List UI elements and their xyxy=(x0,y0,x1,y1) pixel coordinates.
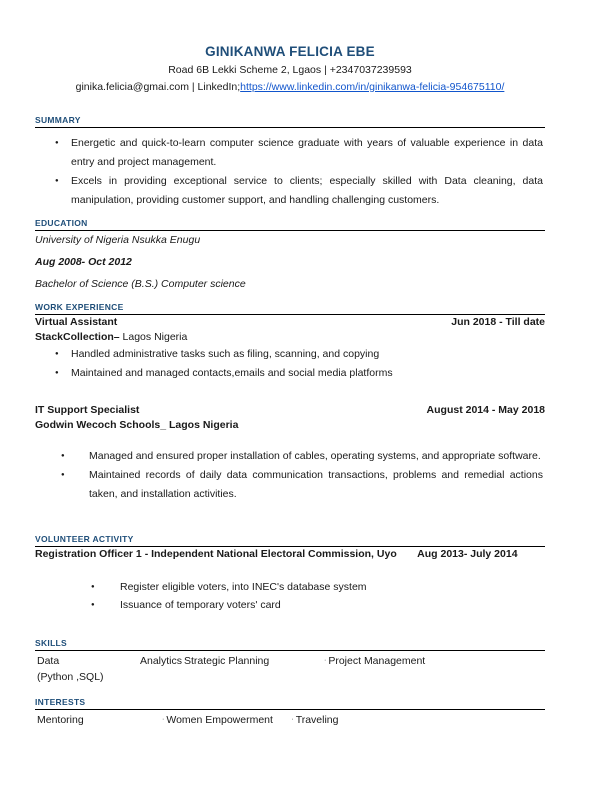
section-heading-volunteer: VOLUNTEER ACTIVITY xyxy=(35,534,134,544)
skill-item: Project Management xyxy=(328,655,426,667)
volunteer-role: Registration Officer 1 - Independent National Electoral Commission, Uyo xyxy=(35,548,397,560)
list-item: ● Excels in providing exceptional service to clients; especially skilled with Data cleaning, data manipulation, providing customer support, and handling challenging customers. xyxy=(35,172,545,210)
interests-separator-dot: · xyxy=(162,716,165,723)
education-dates: Aug 2008- Oct 2012 xyxy=(35,256,132,268)
interests-separator-dot: · xyxy=(291,716,294,723)
interest-item: Traveling xyxy=(295,714,339,726)
volunteer-dates: Aug 2013- July 2014 xyxy=(417,548,518,560)
job-bullet-list xyxy=(35,447,545,504)
summary-bullet-list xyxy=(35,134,545,210)
job-organization-name: Godwin Wecoch Schools_ Lagos Nigeria xyxy=(35,419,239,431)
skill-item: Strategic Planning xyxy=(184,655,270,667)
job-dates: August 2014 - May 2018 xyxy=(426,404,545,416)
job-bullet-list xyxy=(35,345,545,383)
section-heading-summary: SUMMARY xyxy=(35,115,81,125)
section-heading-interests: INTERESTS xyxy=(35,697,86,707)
skills-grid xyxy=(35,651,545,685)
contact-address-phone: Road 6B Lekki Scheme 2, Lgaos | +2347037239593 xyxy=(168,64,412,76)
job-title: Virtual Assistant xyxy=(35,316,118,328)
list-item: ● Energetic and quick-to-learn computer science graduate with years of valuable experience in data entry and project management. xyxy=(35,134,545,172)
job-organization-location: Lagos Nigeria xyxy=(119,331,188,343)
interests-grid xyxy=(35,710,545,728)
skill-item-line1: Data Analytics xyxy=(37,655,182,667)
email-text: ginika.felicia@gmai.com xyxy=(75,81,189,93)
job-title: IT Support Specialist xyxy=(35,404,140,416)
list-item: ● Maintained and managed contacts,emails and social media platforms xyxy=(35,364,545,383)
linkedin-url-link[interactable]: https://www.linkedin.com/in/ginikanwa-felicia-954675110/ xyxy=(240,81,505,93)
candidate-name: GINIKANWA FELICIA EBE xyxy=(205,44,375,59)
list-item: ● Issuance of temporary voters' card xyxy=(35,596,545,614)
volunteer-bullet-list xyxy=(35,578,545,614)
skill-item-line2: (Python ,SQL) xyxy=(37,671,104,683)
resume-content xyxy=(35,44,545,728)
education-school: University of Nigeria Nsukka Enugu xyxy=(35,234,201,246)
job-organization xyxy=(35,418,545,433)
skill-item xyxy=(35,653,182,685)
section-heading-education: EDUCATION xyxy=(35,218,88,228)
contact-separator: | xyxy=(188,81,198,93)
volunteer-entry xyxy=(35,547,545,562)
contact-email-linkedin xyxy=(35,79,545,95)
job-organization xyxy=(35,330,545,345)
job-organization-name: StackCollection– xyxy=(35,331,120,343)
interest-item: Women Empowerment xyxy=(166,714,273,726)
education-degree: Bachelor of Science (B.S.) Computer science xyxy=(35,278,246,290)
list-item: ● Register eligible voters, into INEC's database system xyxy=(35,578,545,596)
list-item: ● Handled administrative tasks such as filing, scanning, and copying xyxy=(35,345,545,364)
list-item: ● Maintained records of daily data communication transactions, problems and remedial actions taken, and installation activities. xyxy=(35,466,545,504)
job-dates: Jun 2018 - Till date xyxy=(451,316,545,328)
job-header-row xyxy=(35,315,545,330)
job-header-row xyxy=(35,403,545,418)
list-item: ● Managed and ensured proper installation of cables, operating systems, and appropriate software. xyxy=(35,447,545,466)
linkedin-label: LinkedIn; xyxy=(197,81,241,93)
interest-item: Mentoring xyxy=(37,714,84,726)
skills-separator-dot: · xyxy=(324,657,327,664)
section-heading-skills: SKILLS xyxy=(35,638,68,648)
section-heading-work-experience: WORK EXPERIENCE xyxy=(35,302,124,312)
